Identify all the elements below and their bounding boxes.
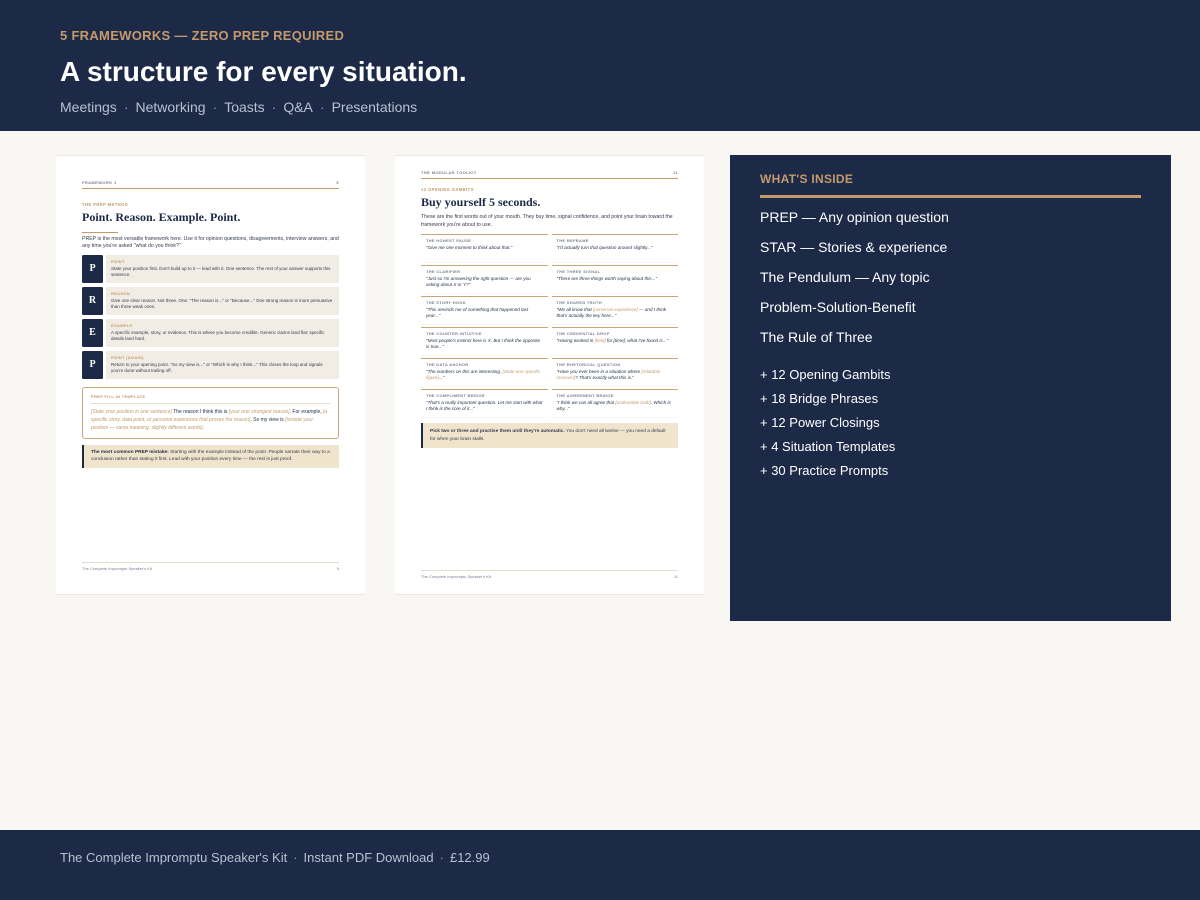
gambit-card — [421, 358, 548, 386]
page-title: Point. Reason. Example. Point. — [82, 210, 241, 224]
gambit-card — [421, 234, 548, 262]
note-heading: The most common PREP mistake: — [91, 449, 169, 455]
template-blank: [State your position in one sentence] — [91, 408, 172, 415]
gambit-label: THE REFRAME — [556, 238, 589, 243]
page-header-label: THE MODULAR TOOLKIT — [421, 170, 477, 175]
gambit-card — [421, 296, 548, 324]
separator-dot: · — [439, 850, 444, 865]
step-letter: P — [82, 255, 103, 283]
delivery-format: Instant PDF Download — [303, 850, 434, 865]
page-number: 5 — [336, 180, 339, 185]
gambit-card — [552, 358, 679, 386]
gambit-text: "There are three things worth saying about this..." — [556, 276, 658, 281]
step-label: REASON — [111, 290, 130, 296]
page-footer-title: The Complete Impromptu Speaker's Kit — [82, 566, 152, 571]
extra-item: + 18 Bridge Phrases — [760, 391, 879, 406]
page-footer-title: The Complete Impromptu Speaker's Kit — [421, 574, 491, 579]
gambit-card — [552, 265, 679, 293]
separator-dot: · — [123, 99, 129, 115]
price: £12.99 — [449, 850, 490, 865]
hero-tags — [60, 99, 1140, 115]
hero-eyebrow: 5 FRAMEWORKS — ZERO PREP REQUIRED — [60, 28, 345, 43]
gambit-text: "I think we can all agree that [undeniable truth]. Which is why..." — [556, 400, 671, 412]
callout-text: You don't need all twelve — you need a default for when your brain stalls. — [430, 429, 666, 442]
gambit-text: "Give me one moment to think about that." — [426, 245, 513, 250]
extra-item: + 30 Practice Prompts — [760, 463, 889, 478]
step-letter: P — [82, 351, 103, 379]
tag-networking: Networking — [135, 99, 206, 115]
page-header — [82, 180, 339, 189]
product-name: The Complete Impromptu Speaker's Kit — [60, 850, 288, 865]
gambit-text: "I'd actually turn that question around slightly..." — [556, 245, 653, 250]
gambit-text: "Having worked in [field] for [time], what I've found is..." — [556, 338, 669, 343]
template-blank: [restate your position — same meaning, slightly different words] — [91, 416, 313, 431]
mistake-note — [82, 445, 339, 468]
separator-dot: · — [212, 99, 218, 115]
framework-item: The Pendulum — Any topic — [760, 269, 930, 285]
separator-dot: · — [293, 850, 298, 865]
gambit-card — [421, 327, 548, 355]
gambit-text: "Have you ever been in a situation where [relatable scenario]? That's exactly what this is." — [556, 369, 661, 381]
gambit-card — [552, 296, 679, 324]
step-label: POINT (AGAIN) — [111, 354, 144, 360]
framework-item: STAR — Stories & experience — [760, 239, 948, 255]
step-box — [106, 255, 339, 283]
hero-banner — [0, 0, 1200, 131]
tag-meetings: Meetings — [60, 99, 117, 115]
tag-toasts: Toasts — [224, 99, 265, 115]
page-preview-prep — [56, 155, 365, 595]
page-footer — [82, 562, 339, 571]
step-label: EXAMPLE — [111, 322, 133, 328]
whats-inside-panel — [730, 155, 1171, 621]
gambit-card — [552, 234, 679, 262]
gambit-card — [421, 265, 548, 293]
template-blank: [a specific story, data point, or personal experience that proves the reason] — [91, 408, 328, 423]
framework-item: The Rule of Three — [760, 329, 873, 345]
template-static: . — [202, 424, 204, 431]
page-eyebrow: THE PREP METHOD — [82, 202, 129, 207]
step-text: Give one clear reason. Not three. One. "The reason is..." or "Because..." One strong reason is more persuasive than three weak ones. — [111, 297, 333, 309]
step-text: State your position first. Don't build up to it — lead with it. One sentence. The rest of your answer supports this sentence. — [111, 265, 331, 277]
title-rule — [82, 232, 118, 233]
step-letter: E — [82, 319, 103, 347]
page-content — [82, 180, 339, 468]
page-header-label: FRAMEWORK 1 — [82, 180, 117, 185]
product-footer — [0, 830, 1200, 900]
gambit-label: THE CLARIFIER — [426, 269, 461, 274]
panel-rule — [760, 195, 1141, 198]
extra-item: + 12 Power Closings — [760, 415, 880, 430]
gambit-text: "Just so I'm answering the right question — are you asking about X or Y?" — [426, 276, 531, 288]
gambit-grid — [421, 234, 678, 417]
page-intro: These are the first words out of your mouth. They buy time, signal confidence, and point your brain toward the framework you're about to use. — [421, 214, 673, 228]
panel-title: WHAT'S INSIDE — [760, 172, 854, 186]
page-title: Buy yourself 5 seconds. — [421, 195, 541, 209]
page-preview-gambits — [395, 155, 704, 595]
gambit-text: "Most people's instinct here is X. But I think the opposite is true..." — [426, 338, 541, 350]
prep-step — [82, 287, 339, 315]
gambit-label: THE HONEST PAUSE — [426, 238, 472, 243]
step-text: A specific example, story, or evidence. This is where you become credible. Generic claims land flat; specific details land hard. — [111, 329, 325, 341]
page-header — [421, 170, 678, 179]
gambit-text: "This reminds me of something that happened last year..." — [426, 307, 529, 319]
gambit-label: THE RHETORICAL QUESTION — [556, 362, 621, 367]
template-static: . So my view is — [250, 416, 286, 423]
template-static: The reason I think this is — [171, 408, 229, 415]
step-label: POINT — [111, 258, 125, 264]
gambit-label: THE COUNTER-INTUITIVE — [426, 331, 482, 336]
hero-title: A structure for every situation. — [60, 56, 467, 87]
callout-heading: Pick two or three and practise them until they're automatic. — [430, 429, 565, 434]
prep-step — [82, 319, 339, 347]
gambit-card — [552, 327, 679, 355]
page-content — [421, 170, 678, 448]
step-box — [106, 287, 339, 315]
practise-callout — [421, 423, 678, 448]
separator-dot: · — [271, 99, 277, 115]
gambit-label: THE AGREEMENT BRIDGE — [556, 393, 614, 398]
prep-step — [82, 351, 339, 379]
tag-qa: Q&A — [283, 99, 313, 115]
step-text: Return to your opening point. "So my view is..." or "Which is why I think..." This closes the loop and signals you're done without trailing off. — [111, 361, 323, 373]
gambit-label: THE DATA ANCHOR — [426, 362, 469, 367]
framework-item: Problem-Solution-Benefit — [760, 299, 916, 315]
template-static: . For example, — [289, 408, 324, 415]
step-letter: R — [82, 287, 103, 315]
extra-item: + 12 Opening Gambits — [760, 367, 891, 382]
gambit-label: THE COMPLIMENT BRIDGE — [426, 393, 485, 398]
template-label: PREP FILL-IN TEMPLATE — [91, 394, 330, 404]
gambit-text: "The numbers on this are interesting. [State one specific figure]..." — [426, 369, 540, 381]
page-intro: PREP is the most versatile framework here. Use it for opinion questions, disagreements, interview answers, and any time you're asked "what do you think?" — [82, 235, 339, 250]
tag-presentations: Presentations — [331, 99, 418, 115]
template-text — [91, 408, 330, 432]
step-box — [106, 351, 339, 379]
gambit-label: THE THREE SIGNAL — [556, 269, 601, 274]
framework-item: PREP — Any opinion question — [760, 209, 949, 225]
extra-item: + 4 Situation Templates — [760, 439, 896, 454]
step-box — [106, 319, 339, 347]
gambit-label: THE CREDENTIAL DROP — [556, 331, 610, 336]
note-text: Starting with the example instead of the point. People narrate their way to a conclusion rather than stating it first. Lead with your position every time — the rest is just proof. — [91, 449, 330, 463]
extras-list — [760, 367, 1141, 487]
gambit-text: "We all know that [universal experience] — and I think that's actually the key here..." — [556, 307, 667, 319]
framework-list — [760, 209, 1141, 359]
prep-step — [82, 255, 339, 283]
page-footer-number: 11 — [673, 574, 678, 579]
separator-dot: · — [319, 99, 325, 115]
page-eyebrow: 12 OPENING GAMBITS — [421, 187, 474, 192]
template-blank: [your one strongest reason] — [228, 408, 290, 415]
gambit-label: THE STORY HOOK — [426, 300, 466, 305]
prep-steps — [82, 255, 339, 379]
page-footer-number: 5 — [336, 566, 339, 571]
page-footer — [421, 570, 678, 579]
page-number: 11 — [672, 170, 678, 175]
gambit-label: THE SHARED TRUTH — [556, 300, 602, 305]
fill-in-template — [82, 387, 339, 439]
gambit-text: "That's a really important question. Let me start with what I think is the core of it..." — [426, 400, 543, 412]
gambit-card — [552, 389, 679, 417]
gambit-card — [421, 389, 548, 417]
